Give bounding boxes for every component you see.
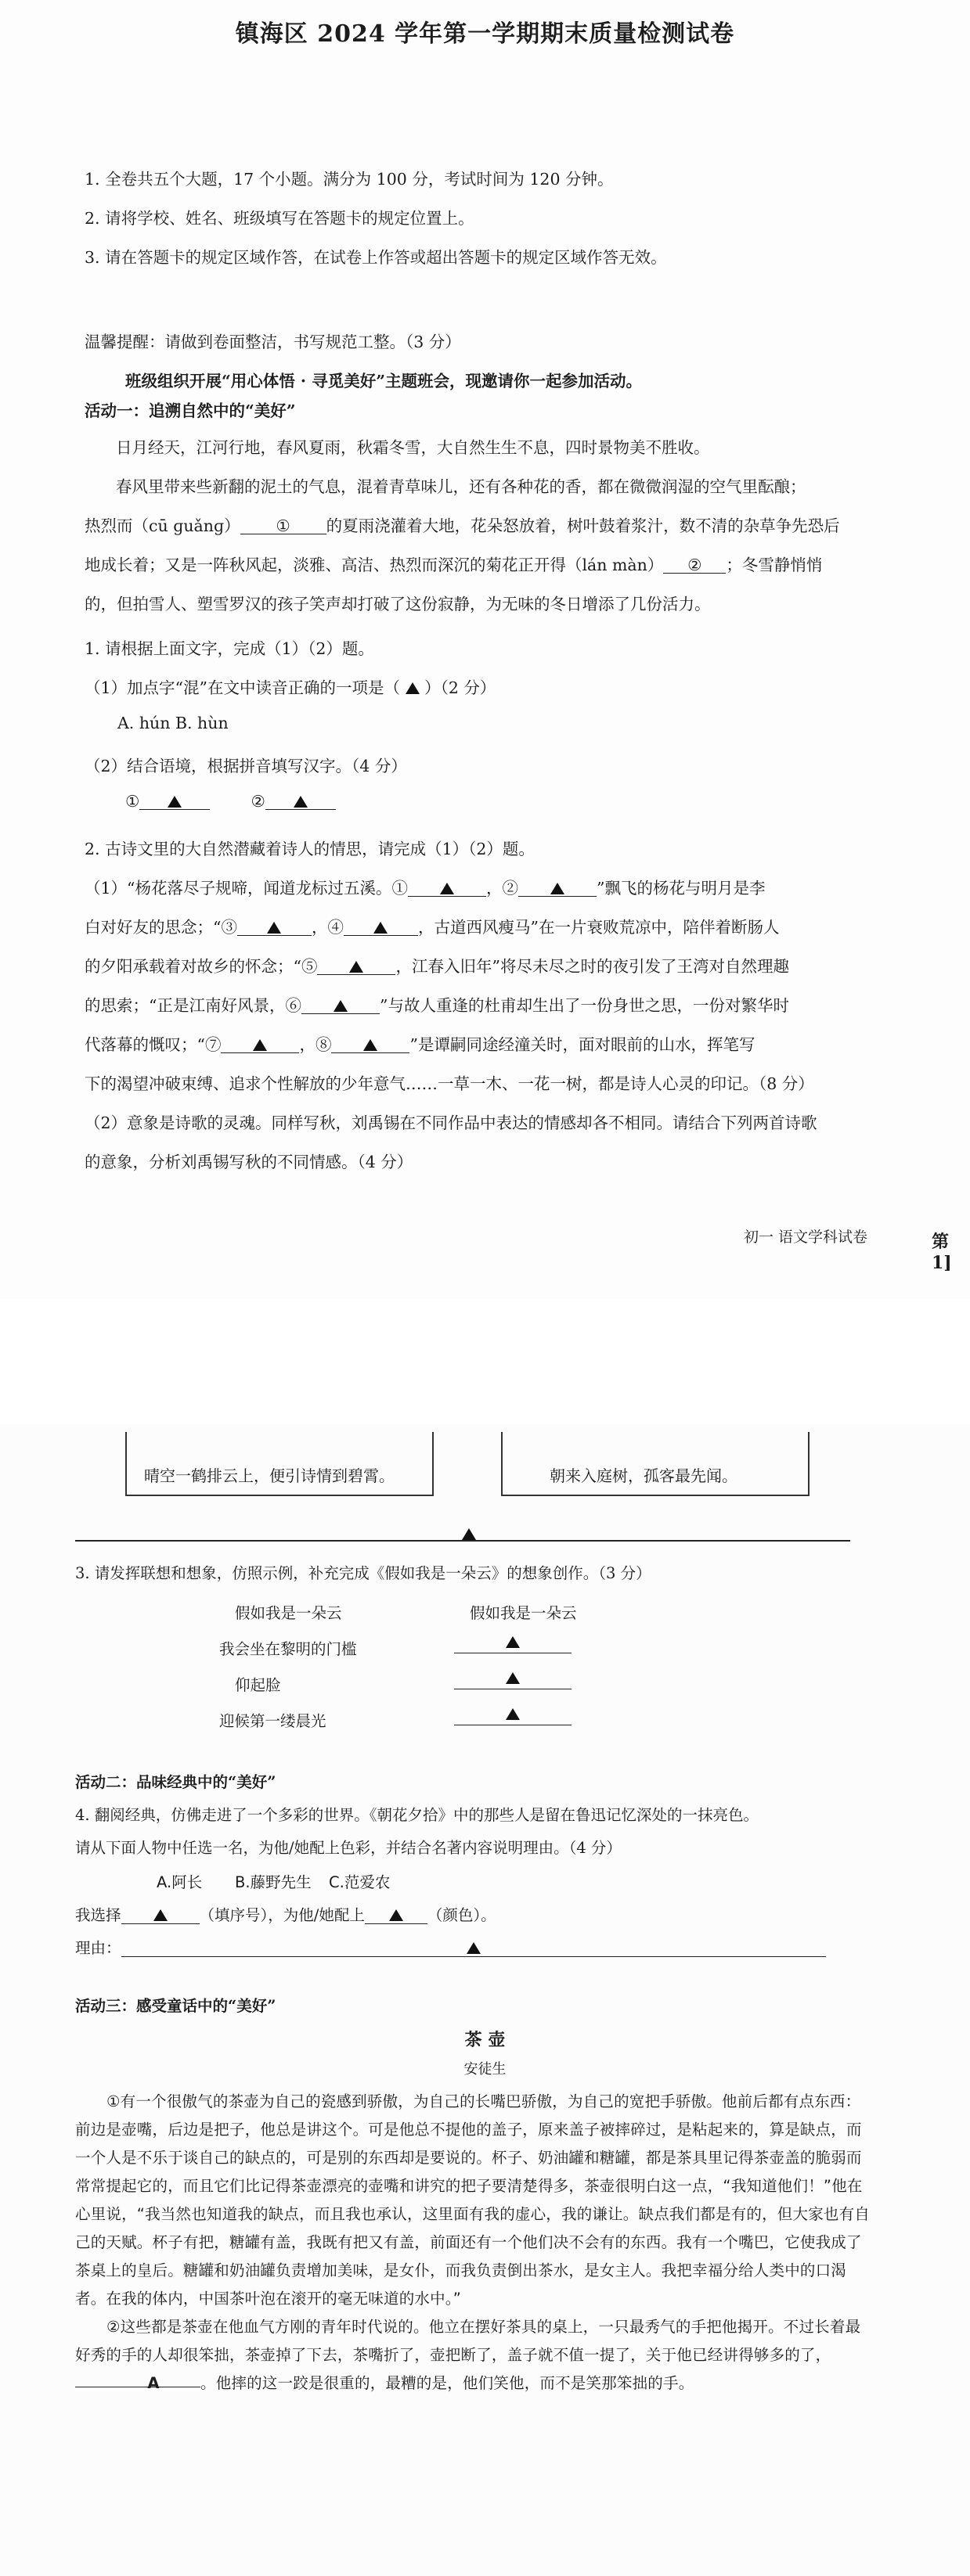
q3-left-line-2: 仰起脸 — [235, 1676, 281, 1694]
answer-triangle-icon — [389, 1909, 403, 1921]
answer-triangle-icon[interactable] — [406, 682, 420, 694]
poem-blank-2[interactable] — [518, 879, 597, 897]
answer-triangle-icon — [267, 922, 281, 934]
answer-triangle-icon — [440, 883, 454, 894]
instruction-2: 2. 请将学校、姓名、班级填写在答题卡的规定位置上。 — [85, 209, 474, 228]
question-2-1-line6: 下的渴望冲破束缚、追求个性解放的少年意气……一草一木、一花一树，都是诗人心灵的印记。（8 分） — [85, 1074, 814, 1093]
answer-triangle-icon — [550, 883, 564, 894]
poem-box-right-text: 朝来入庭树，孤客最先闻。 — [550, 1466, 737, 1485]
activity2-heading: 活动二：品味经典中的“美好” — [75, 1773, 276, 1791]
q3-left-line-3: 迎候第一缕晨光 — [219, 1712, 326, 1730]
q3-answer-blank-1[interactable] — [454, 1635, 572, 1653]
activity1-para1: 日月经天，江河行地，春风夏雨，秋霜冬雪，大自然生生不息，四时景物美不胜收。 — [116, 438, 710, 457]
color-blank[interactable] — [365, 1906, 427, 1924]
activity3-heading: 活动三：感受童话中的“美好” — [75, 1997, 276, 2015]
choose-number-blank[interactable] — [121, 1906, 200, 1924]
question-2-2-line2: 的意象，分析刘禹锡写秋的不同情感。（4 分） — [85, 1153, 413, 1171]
answer-blank-2[interactable] — [265, 792, 336, 810]
option-b: B.藤野先生 — [235, 1873, 312, 1891]
question-4-line2: 请从下面人物中任选一名，为他/她配上色彩，并结合名著内容说明理由。（4 分） — [75, 1839, 622, 1857]
choose-line: 我选择 （填序号），为他/她配上 （颜色）。 — [75, 1906, 496, 1924]
question-2-1-line1: （1）“杨花落尽子规啼，闻道龙标过五溪。① ，② ”飘飞的杨花与明月是李 — [85, 879, 766, 898]
blank-1[interactable]: ① — [240, 516, 326, 534]
answer-blank-1[interactable] — [139, 792, 210, 810]
answer-triangle-icon — [506, 1672, 520, 1684]
activity1-para2-d: 的，但拍雪人、塑雪罗汉的孩子笑声却打破了这份寂静，为无味的冬日增添了几份活力。 — [85, 595, 711, 613]
question-2: 2. 古诗文里的大自然潜藏着诗人的情思，请完成（1）（2）题。 — [85, 840, 535, 858]
answer-triangle-icon — [506, 1708, 520, 1720]
q3-left-title: 假如我是一朵云 — [235, 1604, 342, 1622]
poem-box-right — [501, 1432, 810, 1496]
instruction-3: 3. 请在答题卡的规定区域作答，在试卷上作答或超出答题卡的规定区域作答无效。 — [85, 248, 667, 267]
pinyin-lan-man: 地成长着；又是一阵秋风起，淡雅、高洁、热烈而深沉的菊花正开得（lán màn） — [85, 556, 664, 574]
story-paragraph-1: ①有一个很傲气的茶壶为自己的瓷感到骄傲，为自己的长嘴巴骄傲，为自己的宽把手骄傲。他前后都有点东西：前边是壶嘴，后边是把子，他总是讲这个。可是他总不提他的盖子，原来盖子被摔碎过，是粘起来的，算是缺点，而一个人是不乐于谈自己的缺点的，可是别的东西却是要说的。杯子、奶油罐和糖罐，都是茶具里记得茶壶盖的脆弱而常常提起它的，而且它们比记得茶壶漂亮的壶嘴和讲究的把子要清楚得多，茶壶很明白这一点，“我知道他们！”他在心里说，“我当然也知道我的缺点，而且我也承认，这里面有我的虚心，我的谦让。缺点我们都是有的，但大家也有自己的天赋。杯子有把，糖罐有盖，我既有把又有盖，前面还有一个他们决不会有的东西。我有一个嘴巴，它使我成了茶桌上的皇后。糖罐和奶油罐负责增加美味，是女仆，而我负责倒出茶水，是女主人。我把幸福分给人类中的口渴者。在我的体内，中国茶叶泡在滚开的毫无味道的水中。” — [75, 2092, 871, 2308]
answer-triangle-icon — [334, 1000, 348, 1012]
poem-blank-7[interactable] — [221, 1035, 299, 1053]
theme-line: 班级组织开展“用心体悟 · 寻觅美好”主题班会，现邀请你一起参加活动。 — [125, 372, 642, 390]
question-4-line1: 4. 翻阅经典，仿佛走进了一个多彩的世界。《朝花夕拾》中的那些人是留在鲁迅记忆深处的一抹亮色。 — [75, 1806, 759, 1824]
q3-left-line-1: 我会坐在黎明的门槛 — [219, 1640, 357, 1658]
answer-triangle-icon — [506, 1636, 520, 1648]
answer-triangle-icon — [467, 1942, 481, 1954]
question-1-2-blanks: ① ② — [125, 792, 939, 811]
page-gap — [0, 1299, 970, 1424]
answer-triangle-icon — [294, 796, 308, 808]
poem-blank-6[interactable] — [301, 996, 380, 1014]
story-author: 安徒生 — [463, 2061, 507, 2078]
question-2-1-line5: 代落幕的慨叹；“⑦ ，⑧ ”是谭嗣同途经潼关时，面对眼前的山水，挥笔写 — [85, 1035, 755, 1054]
activity1-heading: 活动一：追溯自然中的“美好” — [85, 401, 296, 420]
page-number: 第 1] — [932, 1232, 952, 1273]
story-body — [75, 2088, 874, 2398]
question-1-2: （2）结合语境，根据拼音填写汉字。（4 分） — [85, 757, 407, 775]
question-2-2-line1: （2）意象是诗歌的灵魂。同样写秋，刘禹锡在不同作品中表达的情感却各不相同。请结合下列两首诗歌 — [85, 1114, 817, 1132]
poem-box-left — [125, 1432, 434, 1496]
question-3: 3. 请发挥联想和想象，仿照示例，补充完成《假如我是一朵云》的想象创作。（3 分） — [75, 1564, 651, 1582]
answer-triangle-icon — [349, 961, 363, 973]
q3-answer-blank-2[interactable] — [454, 1671, 572, 1689]
reason-line: 理由： — [75, 1936, 889, 1958]
question-1: 1. 请根据上面文字，完成（1）（2）题。 — [85, 639, 374, 658]
answer-triangle-icon — [153, 1909, 168, 1921]
question-2-1-line3: 的夕阳承载着对故乡的怀念；“⑤ ，江春入旧年”将尽未尽之时的夜引发了王湾对自然理趣 — [85, 957, 789, 976]
q3-answer-blank-3[interactable] — [454, 1707, 572, 1725]
answer-triangle-icon — [168, 796, 182, 808]
reason-blank[interactable] — [121, 1939, 826, 1957]
footer-subject: 初一 语文学科试卷 — [744, 1229, 868, 1246]
activity1-para2-b: 热烈而（cū ɡuǎnɡ） ① 的夏雨浇灌着大地，花朵怒放着，树叶鼓着浆汁，数不清的杂草争先恐后 — [85, 516, 840, 535]
activity1-para2-c: 地成长着；又是一阵秋风起，淡雅、高洁、热烈而深沉的菊花正开得（lán màn） ② ；冬雪静悄悄 — [85, 556, 823, 574]
exam-title: 镇海区 2024 学年第一学期期末质量检测试卷 — [235, 20, 735, 48]
poem-blank-1[interactable] — [408, 879, 486, 897]
option-a: A.阿长 — [157, 1873, 203, 1891]
poem-box-left-text: 晴空一鹤排云上，便引诗情到碧霄。 — [144, 1466, 395, 1485]
question-1-1: （1）加点字“混”在文中读音正确的一项是（ ）（2 分） — [85, 678, 496, 697]
instruction-1: 1. 全卷共五个大题，17 个小题。满分为 100 分，考试时间为 120 分钟。 — [85, 170, 614, 189]
activity1-para2-a: 春风里带来些新翻的泥土的气息，混着青草味儿，还有各种花的香，都在微微润湿的空气里酝酿； — [116, 477, 806, 496]
poem-blank-3[interactable] — [237, 918, 312, 936]
answer-triangle-icon — [373, 922, 388, 934]
q3-right-title: 假如我是一朵云 — [470, 1604, 577, 1622]
blank-2[interactable]: ② — [663, 556, 726, 574]
question-2-1-line2: 白对好友的思念；“③ ，④ ，古道西风瘦马”在一片衰败荒凉中，陪伴着断肠人 — [85, 918, 780, 937]
poem-blank-4[interactable] — [344, 918, 418, 936]
answer-triangle-icon — [253, 1039, 267, 1051]
story-paragraph-2: ②这些都是茶壶在他血气方刚的青年时代说的。他立在摆好茶具的桌上，一只最秀气的手把他揭开。不过长着最好秀的手的人却很笨拙，茶壶掉了下去，茶嘴折了，壶把断了，盖子就不值一提了，关于他已经讲得够多的了，A 。他摔的这一跤是很重的，最糟的是，他们笑他，而不是笑那笨拙的手。 — [75, 2318, 861, 2392]
reminder: 温馨提醒：请做到卷面整洁，书写规范工整。（3 分） — [85, 333, 461, 351]
divider-triangle-icon — [462, 1527, 476, 1542]
poem-blank-8[interactable] — [331, 1035, 409, 1053]
question-2-1-line4: 的思索；“正是江南好风景，⑥ ”与故人重逢的杜甫却生出了一份身世之思，一份对繁华时 — [85, 996, 789, 1015]
pinyin-cu-guang: 热烈而（cū ɡuǎnɡ） — [85, 516, 240, 535]
answer-triangle-icon — [363, 1039, 377, 1051]
story-blank-a[interactable]: A — [75, 2369, 200, 2387]
question-1-options: A. hún B. hùn — [117, 714, 229, 732]
option-c: C.范爱农 — [329, 1873, 391, 1891]
story-title: 茶 壶 — [464, 2031, 506, 2050]
poem-blank-5[interactable] — [317, 957, 395, 975]
